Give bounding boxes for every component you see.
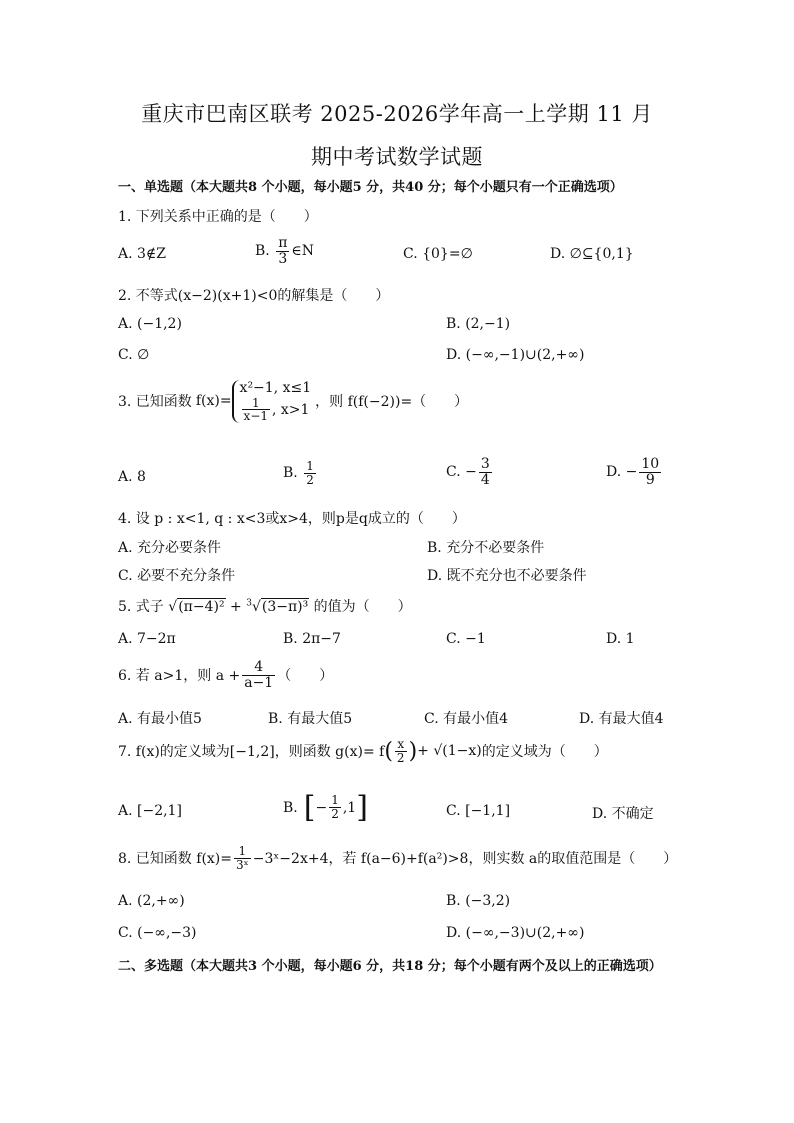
q4-option-a: A. 充分必要条件 [118, 540, 222, 556]
q6-option-a: A. 有最小值5 [118, 711, 202, 727]
q5-option-b: B. 2π−7 [283, 631, 341, 647]
radical-2: $^3$√(3−π)³ [246, 598, 309, 615]
q8-option-d: D. (−∞,−3)∪(2,+∞) [446, 925, 585, 941]
q3-option-a: A. 8 [118, 469, 146, 485]
q2-option-b: B. (2,−1) [446, 316, 511, 332]
q5-option-a: A. 7−2π [118, 631, 176, 647]
q4-stem: 4. 设 p : x<1, q : x<3或x>4，则p是q成立的（ ） [118, 511, 466, 527]
q7-option-a: A. [−2,1] [118, 803, 182, 819]
q1-option-d: D. ∅⊆{0,1} [550, 246, 634, 262]
radical-1: √(π−4)² [168, 599, 225, 615]
q4-option-b: B. 充分不必要条件 [427, 540, 545, 556]
q7-option-b: B. [ − $\frac{1}{2}$ ,1 ] [283, 790, 368, 825]
q8-option-b: B. (−3,2) [446, 893, 511, 909]
pi-over-3-fraction: $\frac{\pi}{3}$ [278, 235, 288, 267]
q7-stem: 7. f(x)的定义域为[−1,2]，则函数 g(x)= f ( $\frac{x}{2}$ ) + √(1−x) 的定义域为（ ） [118, 737, 608, 765]
section2-heading: 二、多选题（本大题共3 个小题，每小题6 分，共18 分；每个小题有两个及以上的正确选项） [118, 959, 662, 974]
q2-stem: 2. 不等式(x−2)(x+1)<0的解集是（ ） [118, 288, 390, 304]
q2-option-c: C. ∅ [118, 347, 150, 363]
q1-option-a: A. 3∉Z [118, 246, 167, 262]
q5-option-c: C. −1 [446, 631, 486, 647]
q1-option-c: C. {0}=∅ [403, 246, 473, 262]
q3-option-c: C. − $\frac{3}{4}$ [446, 456, 490, 488]
q6-option-b: B. 有最大值5 [268, 711, 353, 727]
exam-title-line1: 重庆市巴南区联考 2025-2026学年高一上学期 11 月 [141, 102, 653, 126]
q8-option-a: A. (2,+∞) [118, 893, 185, 909]
piecewise-function: x²−1, x≤1 $\frac{1}{x-1}$ , x>1 [232, 380, 312, 423]
q3-option-d: D. − $\frac{10}{9}$ [606, 456, 660, 488]
q6-option-d: D. 有最大值4 [579, 711, 664, 727]
q8-stem: 8. 已知函数 f(x)= $\frac{1}{\text{3ˣ}}$ −3ˣ−2x+4，若 f(a−6)+f(a²)>8，则实数 a的取值范围是（ ） [118, 844, 678, 872]
exam-title-line2: 期中考试数学试题 [311, 145, 483, 169]
q1-option-b: B. $\frac{\pi}{3}$ ∈N [255, 235, 315, 267]
q6-option-c: C. 有最小值4 [424, 711, 509, 727]
q5-stem: 5. 式子 √(π−4)² + $^3$√(3−π)³ 的值为（ ） [118, 598, 412, 615]
q7-option-d: D. 不确定 [592, 806, 654, 822]
q1-stem: 1. 下列关系中正确的是（ ） [118, 209, 318, 225]
q6-stem: 6. 若 a>1，则 a + $\frac{4}{a-1}$ （ ） [118, 659, 334, 691]
q5-option-d: D. 1 [606, 631, 635, 647]
q3-option-b: B. $\frac{1}{2}$ [283, 459, 314, 487]
q4-option-d: D. 既不充分也不必要条件 [427, 568, 587, 584]
q8-option-c: C. (−∞,−3) [118, 925, 197, 941]
q2-option-d: D. (−∞,−1)∪(2,+∞) [446, 347, 585, 363]
q3-stem: 3. 已知函数 f(x)= x²−1, x≤1 $\frac{1}{x-1}$ , x>1 ，则 f(f(−2))=（ ） [118, 380, 469, 424]
q7-option-c: C. [−1,1] [446, 803, 511, 819]
q4-option-c: C. 必要不充分条件 [118, 568, 236, 584]
q2-option-a: A. (−1,2) [118, 316, 182, 332]
section1-heading: 一、单选题（本大题共8 个小题，每小题5 分，共40 分；每个小题只有一个正确选项） [118, 180, 623, 195]
